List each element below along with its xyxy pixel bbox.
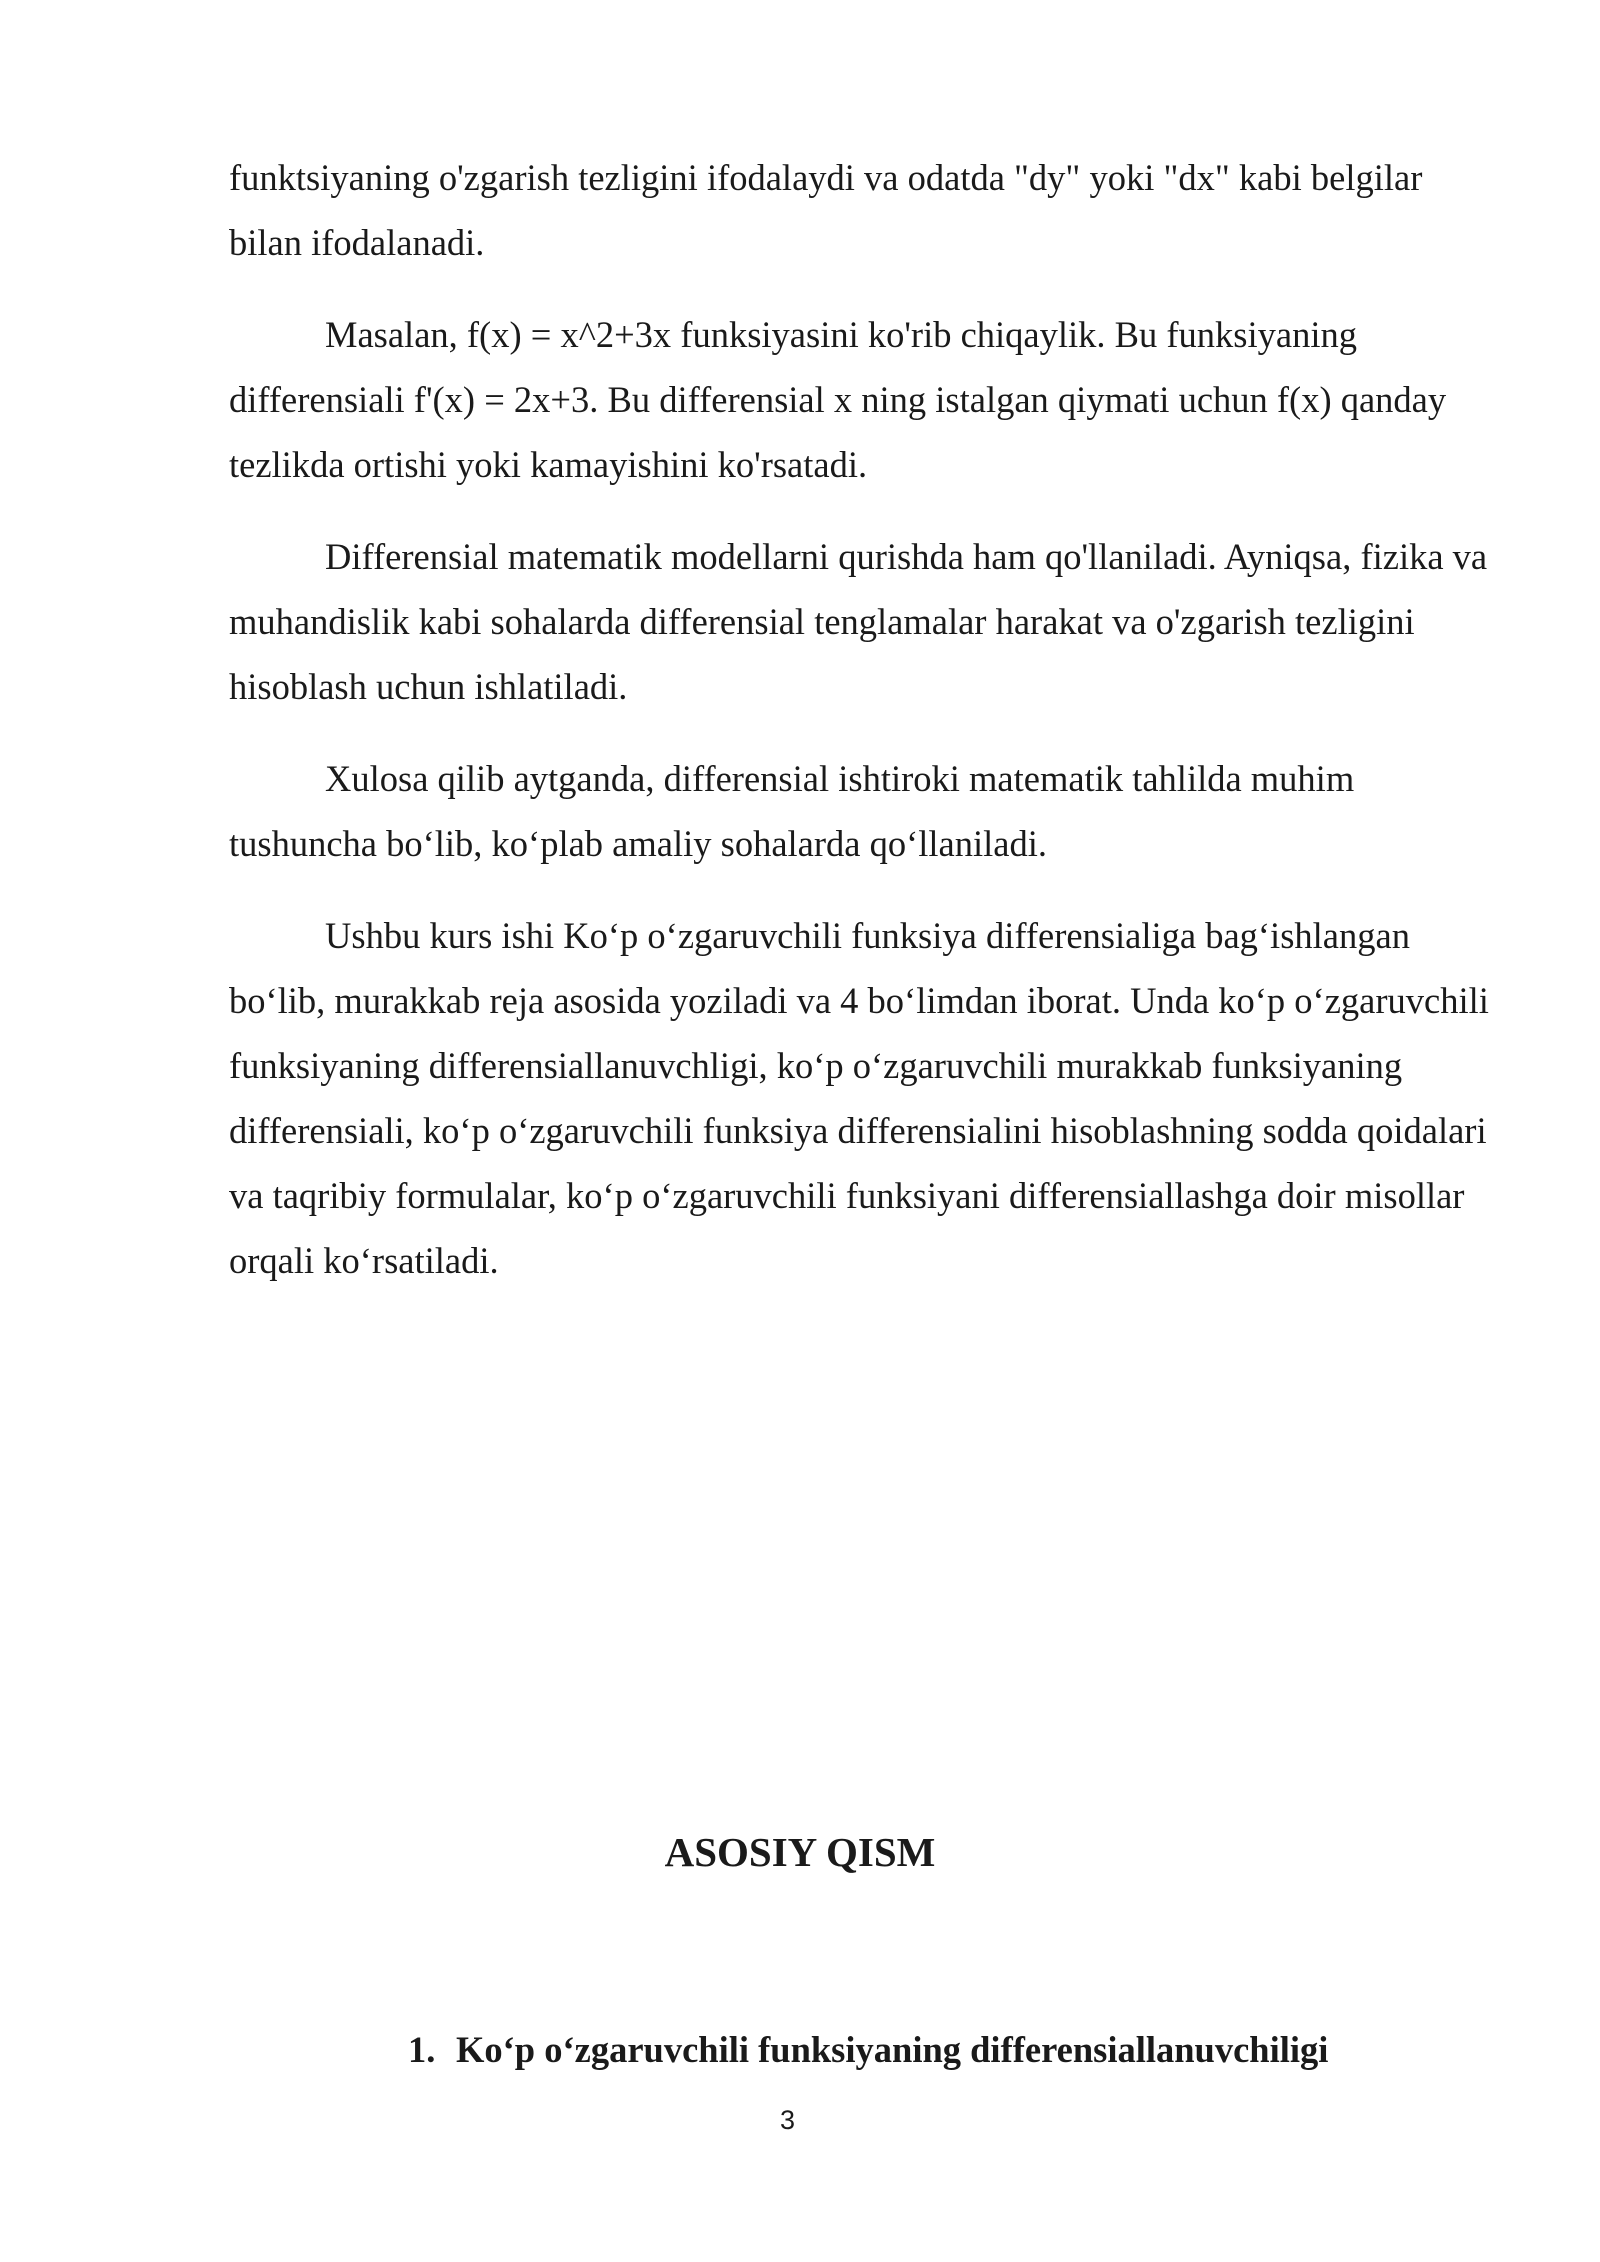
- subsection-heading: [408, 2020, 1328, 2080]
- paragraph-example: Masalan, f(x) = x^2+3x funksiyasini ko'rib chiqaylik. Bu funksiyaning differensiali f'(x) = 2x+3. Bu differensial x ning istalgan qiymati uchun f(x) qanday tezlikda ortishi yoki kamayishini ko'rsatadi.: [229, 314, 1447, 485]
- subsection-number: 1.: [408, 2029, 436, 2070]
- paragraph-continuation: funktsiyaning o'zgarish tezligini ifodalaydi va odatda "dy" yoki "dx" kabi belgilar bilan ifodalanadi.: [229, 157, 1423, 263]
- subsection-title: Ko‘p o‘zgaruvchili funksiyaning differensiallanuvchiligi: [456, 2029, 1329, 2070]
- paragraph-course-overview: Ushbu kurs ishi Ko‘p o‘zgaruvchili funksiya differensialiga bag‘ishlangan bo‘lib, murakkab reja asosida yoziladi va 4 bo‘limdan iborat. Unda ko‘p o‘zgaruvchili funksiyaning differensiallanuvchligi, ko‘p o‘zgaruvchili murakkab funksiyaning differensiali, ko‘p o‘zgaruvchili funksiya differensialini hisoblashning sodda qoidalari va taqribiy formulalar, ko‘p o‘zgaruvchili funksiyani differensiallashga doir misollar orqali ko‘rsatiladi.: [229, 915, 1489, 1281]
- body-text: [229, 145, 1491, 1320]
- paragraph-models: Differensial matematik modellarni qurishda ham qo'llaniladi. Ayniqsa, fizika va muhandislik kabi sohalarda differensial tenglamalar harakat va o'zgarish tezligini hisoblash uchun ishlatiladi.: [229, 536, 1488, 707]
- section-heading: ASOSIY QISM: [664, 1829, 936, 1875]
- paragraph-conclusion: Xulosa qilib aytganda, differensial ishtiroki matematik tahlilda muhim tushuncha bo‘lib, ko‘plab amaliy sohalarda qo‘llaniladi.: [229, 758, 1355, 864]
- page-number: 3: [779, 2105, 796, 2135]
